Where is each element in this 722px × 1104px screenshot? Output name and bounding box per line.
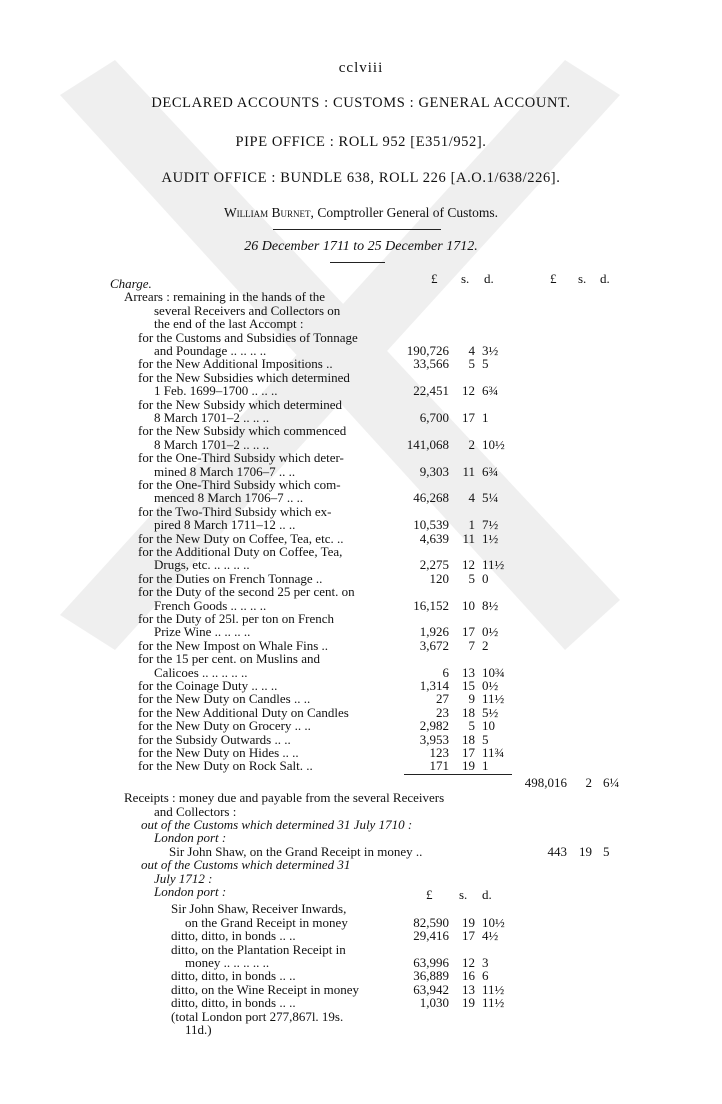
charge-item-text: for the New Subsidy which commenced xyxy=(138,423,347,439)
london-port-total: (total London port 277,867l. 19s. xyxy=(171,1008,344,1024)
charge-item-text: for the New Duty on Coffee, Tea, etc. .. xyxy=(138,530,344,546)
charge-item-amount-shillings: 5 xyxy=(468,718,475,734)
charge-item-text: for the New Duty on Candles .. .. xyxy=(138,691,311,707)
receipt-item-text: ditto, ditto, in bonds .. .. xyxy=(171,995,296,1011)
column-header-shillings: s. xyxy=(461,271,470,286)
charge-item-amount-shillings: 13 xyxy=(462,664,475,680)
charge-item-amount-pence: 6¾ xyxy=(482,463,499,479)
charge-item-amount-pence: 7½ xyxy=(482,517,499,533)
column-header-pence: d. xyxy=(484,271,494,286)
column-header-pence: d. xyxy=(482,887,492,902)
column-header-pounds: £ xyxy=(426,887,433,902)
charge-item-text: for the New Impost on Whale Fins .. xyxy=(138,637,329,653)
charge-item-text: for the One-Third Subsidy which deter- xyxy=(138,450,344,466)
receipt-item-amount-pounds: 82,590 xyxy=(413,914,449,930)
charge-item-text: Drugs, etc. .. .. .. .. xyxy=(154,557,250,573)
charge-item-text: for the Coinage Duty .. .. .. xyxy=(138,678,278,693)
charge-item-amount-pounds: 23 xyxy=(436,704,449,720)
column-header-shillings-total: s. xyxy=(578,271,587,286)
account-period: 26 December 1711 to 25 December 1712. xyxy=(244,239,478,254)
receipt-item-amount-shillings: 12 xyxy=(462,955,475,970)
receipt-item-amount-pounds: 1,030 xyxy=(419,995,449,1011)
charge-item-amount-pounds: 33,566 xyxy=(413,356,449,372)
charge-item-text: for the New Duty on Hides .. .. xyxy=(138,745,299,760)
charge-item-text: for the Duty of 25l. per ton on French xyxy=(138,611,335,626)
receipts-intro-line: and Collectors : xyxy=(154,803,237,819)
charge-item-text: 8 March 1701–2 .. .. .. xyxy=(154,410,270,425)
charge-item-amount-shillings: 11 xyxy=(462,530,475,546)
receipt-item-amount-pounds: 63,996 xyxy=(413,955,449,970)
receipt-item-amount-shillings: 19 xyxy=(579,843,592,859)
charge-item-text: for the Duty of the second 25 per cent. on xyxy=(138,584,355,600)
receipt-item-amount-pence: 6 xyxy=(482,968,489,984)
charge-item-amount-pounds: 4,639 xyxy=(419,530,449,546)
receipt-item-text: ditto, ditto, in bonds .. .. xyxy=(171,968,296,984)
charge-item-amount-shillings: 5 xyxy=(468,356,475,372)
charge-item-amount-pence: 5¼ xyxy=(482,490,499,506)
receipt-item-amount-pence: 5 xyxy=(603,843,610,859)
charge-item-text: French Goods .. .. .. .. xyxy=(154,597,267,613)
receipt-item-amount-pence: 4½ xyxy=(482,928,499,944)
charge-item-text: mined 8 March 1706–7 .. .. xyxy=(154,463,296,479)
receipts-section-heading: out of the Customs which determined 31 xyxy=(141,857,351,873)
charge-item-text: for the 15 per cent. on Muslins and xyxy=(138,651,320,667)
charge-item-amount-pence: 11¾ xyxy=(482,745,505,760)
subtotal-rule xyxy=(404,774,512,775)
charge-item-amount-pence: 8½ xyxy=(482,597,499,613)
charge-item-amount-pence: 5 xyxy=(482,356,489,372)
accountant-name: William Burnet, xyxy=(223,205,314,220)
charge-item-amount-shillings: 2 xyxy=(468,436,475,452)
charge-item-text: Prize Wine .. .. .. .. xyxy=(154,624,251,640)
charge-item-amount-pence: 10 xyxy=(482,718,495,734)
charge-item-amount-pounds: 22,451 xyxy=(413,383,449,399)
charge-item-amount-shillings: 9 xyxy=(468,691,475,707)
charge-item-amount-pounds: 6 xyxy=(442,664,449,680)
receipts-intro-line: Receipts : money due and payable from the several Receivers xyxy=(124,790,445,806)
receipt-item-amount-shillings: 19 xyxy=(462,914,475,930)
charge-item-amount-pence: 1 xyxy=(482,758,489,774)
receipt-item-text: ditto, on the Plantation Receipt in xyxy=(171,941,346,957)
charge-item-amount-pounds: 1,314 xyxy=(419,678,449,693)
charge-item-amount-pounds: 27 xyxy=(436,691,449,707)
charge-item-amount-pounds: 2,982 xyxy=(419,718,449,734)
charge-item-amount-shillings: 1 xyxy=(468,517,475,533)
charge-item-text: for the New Additional Impositions .. xyxy=(138,356,333,372)
charge-item-amount-pence: 11½ xyxy=(482,557,505,573)
receipt-item-amount-pence: 11½ xyxy=(482,995,505,1011)
charge-item-amount-pounds: 120 xyxy=(429,570,449,586)
charge-item-amount-shillings: 17 xyxy=(462,745,475,760)
charge-item-text: for the One-Third Subsidy which com- xyxy=(138,477,341,492)
arrears-intro-line: the end of the last Accompt : xyxy=(154,316,304,332)
charge-item-amount-pounds: 16,152 xyxy=(413,597,449,613)
arrears-intro-line: Arrears : remaining in the hands of the xyxy=(124,289,326,305)
charge-total-pence: 6¼ xyxy=(603,774,620,790)
charge-item-amount-shillings: 4 xyxy=(468,343,475,358)
charge-item-amount-pounds: 3,672 xyxy=(419,637,449,653)
receipt-item-text: ditto, ditto, in bonds .. .. xyxy=(171,928,296,944)
charge-item-text: for the New Additional Duty on Candles xyxy=(138,704,349,720)
receipt-item-amount-shillings: 19 xyxy=(462,995,475,1011)
receipt-item-text: on the Grand Receipt in money xyxy=(185,914,348,930)
arrears-intro-line: several Receivers and Collectors on xyxy=(154,302,341,318)
receipts-section-heading: July 1712 : xyxy=(154,870,213,886)
charge-item-text: for the Additional Duty on Coffee, Tea, xyxy=(138,544,343,559)
charge-item-amount-pounds: 3,953 xyxy=(419,731,449,747)
charge-item-amount-pence: 3½ xyxy=(482,343,499,358)
charge-item-amount-pounds: 46,268 xyxy=(413,490,449,506)
charge-item-amount-shillings: 19 xyxy=(462,758,475,774)
charge-item-amount-shillings: 12 xyxy=(462,557,475,573)
divider xyxy=(330,262,385,263)
receipt-item-amount-pounds: 63,942 xyxy=(413,981,449,997)
charge-item-amount-pounds: 141,068 xyxy=(406,436,449,452)
charge-item-amount-pence: 1 xyxy=(482,410,489,425)
receipt-item-amount-pence: 11½ xyxy=(482,981,505,997)
charge-item-amount-shillings: 17 xyxy=(462,624,475,640)
charge-item-amount-pounds: 171 xyxy=(429,758,449,774)
column-header-pounds-total: £ xyxy=(550,271,557,286)
charge-item-text: for the New Subsidies which determined xyxy=(138,369,350,385)
divider xyxy=(273,229,441,230)
audit-office-reference: AUDIT OFFICE : BUNDLE 638, ROLL 226 [A.O.1/638/226]. xyxy=(161,170,561,186)
charge-item-amount-shillings: 18 xyxy=(462,704,475,720)
charge-item-amount-shillings: 17 xyxy=(462,410,475,425)
charge-item-amount-pence: 1½ xyxy=(482,530,499,546)
receipt-item-text: Sir John Shaw, Receiver Inwards, xyxy=(171,901,347,917)
charge-item-amount-pence: 6¾ xyxy=(482,383,499,399)
charge-item-text: for the Customs and Subsidies of Tonnage xyxy=(138,329,358,345)
receipt-item-amount-shillings: 17 xyxy=(462,928,475,944)
charge-item-amount-pounds: 1,926 xyxy=(419,624,449,640)
receipt-item-amount-shillings: 13 xyxy=(462,981,475,997)
charge-item-text: Calicoes .. .. .. .. .. xyxy=(154,664,248,680)
charge-item-amount-pounds: 10,539 xyxy=(413,517,449,533)
pipe-office-reference: PIPE OFFICE : ROLL 952 [E351/952]. xyxy=(235,134,487,150)
london-port-total: 11d.) xyxy=(185,1022,212,1037)
receipt-item-amount-pence: 3 xyxy=(482,955,489,970)
charge-item-amount-pence: 2 xyxy=(482,637,489,653)
charge-item-text: for the New Subsidy which determined xyxy=(138,396,342,412)
receipt-item-text: Sir John Shaw, on the Grand Receipt in money .. xyxy=(169,843,423,859)
charge-item-amount-pounds: 2,275 xyxy=(419,557,449,573)
charge-item-text: for the Subsidy Outwards .. .. xyxy=(138,731,291,747)
charge-item-amount-shillings: 12 xyxy=(462,383,475,399)
receipt-item-text: ditto, on the Wine Receipt in money xyxy=(171,981,360,997)
charge-item-amount-pence: 0½ xyxy=(482,678,499,693)
charge-item-amount-shillings: 5 xyxy=(468,570,475,586)
charge-item-amount-pounds: 190,726 xyxy=(406,343,449,358)
accountant-line xyxy=(0,205,722,221)
charge-item-amount-shillings: 18 xyxy=(462,731,475,747)
charge-item-amount-shillings: 10 xyxy=(462,597,475,613)
charge-item-amount-shillings: 4 xyxy=(468,490,475,506)
charge-label: Charge. xyxy=(110,276,152,291)
charge-item-amount-shillings: 11 xyxy=(462,463,475,479)
page-number: cclviii xyxy=(338,60,384,76)
charge-item-amount-pence: 10½ xyxy=(482,436,505,452)
charge-item-amount-pounds: 9,303 xyxy=(419,463,449,479)
charge-item-text: 1 Feb. 1699–1700 .. .. .. xyxy=(154,383,278,399)
charge-item-amount-pence: 5½ xyxy=(482,704,499,720)
port-heading: London port : xyxy=(154,830,227,846)
accountant-role: Comptroller General of Customs. xyxy=(313,205,499,220)
charge-item-amount-pence: 11½ xyxy=(482,691,505,707)
charge-item-amount-pence: 0½ xyxy=(482,624,499,640)
charge-item-amount-pounds: 6,700 xyxy=(419,410,449,425)
receipt-item-amount-shillings: 16 xyxy=(462,968,475,984)
charge-item-text: 8 March 1701–2 .. .. .. xyxy=(154,436,270,452)
charge-item-text: pired 8 March 1711–12 .. .. xyxy=(154,517,296,533)
receipt-item-amount-pounds: 36,889 xyxy=(413,968,449,984)
charge-item-amount-pence: 0 xyxy=(482,570,489,586)
charge-total-shillings: 2 xyxy=(585,774,592,790)
receipt-item-amount-pounds: 29,416 xyxy=(413,928,449,944)
charge-item-text: for the Two-Third Subsidy which ex- xyxy=(138,503,332,519)
charge-item-text: for the Duties on French Tonnage .. xyxy=(138,570,323,586)
charge-item-text: for the New Duty on Rock Salt. .. xyxy=(138,758,313,774)
charge-total-pounds: 498,016 xyxy=(524,774,567,790)
charge-item-text: menced 8 March 1706–7 .. .. xyxy=(154,490,304,506)
port-heading: London port : xyxy=(154,884,227,899)
column-header-pence-total: d. xyxy=(600,271,610,286)
charge-item-amount-pence: 10¾ xyxy=(482,664,505,680)
receipt-item-text: money .. .. .. .. .. xyxy=(185,955,270,970)
column-header-shillings: s. xyxy=(459,887,468,902)
receipt-item-amount-pence: 10½ xyxy=(482,914,505,930)
charge-item-amount-shillings: 15 xyxy=(462,678,475,693)
column-header-pounds: £ xyxy=(431,271,438,286)
receipts-section-heading: out of the Customs which determined 31 July 1710 : xyxy=(141,817,413,832)
receipt-item-amount-pounds: 443 xyxy=(547,843,567,859)
charge-item-text: for the New Duty on Grocery .. .. xyxy=(138,718,311,734)
document-title: DECLARED ACCOUNTS : CUSTOMS : GENERAL ACCOUNT. xyxy=(151,95,571,111)
charge-item-amount-pence: 5 xyxy=(482,731,489,747)
charge-item-amount-shillings: 7 xyxy=(468,637,475,653)
charge-item-text: and Poundage .. .. .. .. xyxy=(154,343,267,358)
charge-item-amount-pounds: 123 xyxy=(429,745,449,760)
